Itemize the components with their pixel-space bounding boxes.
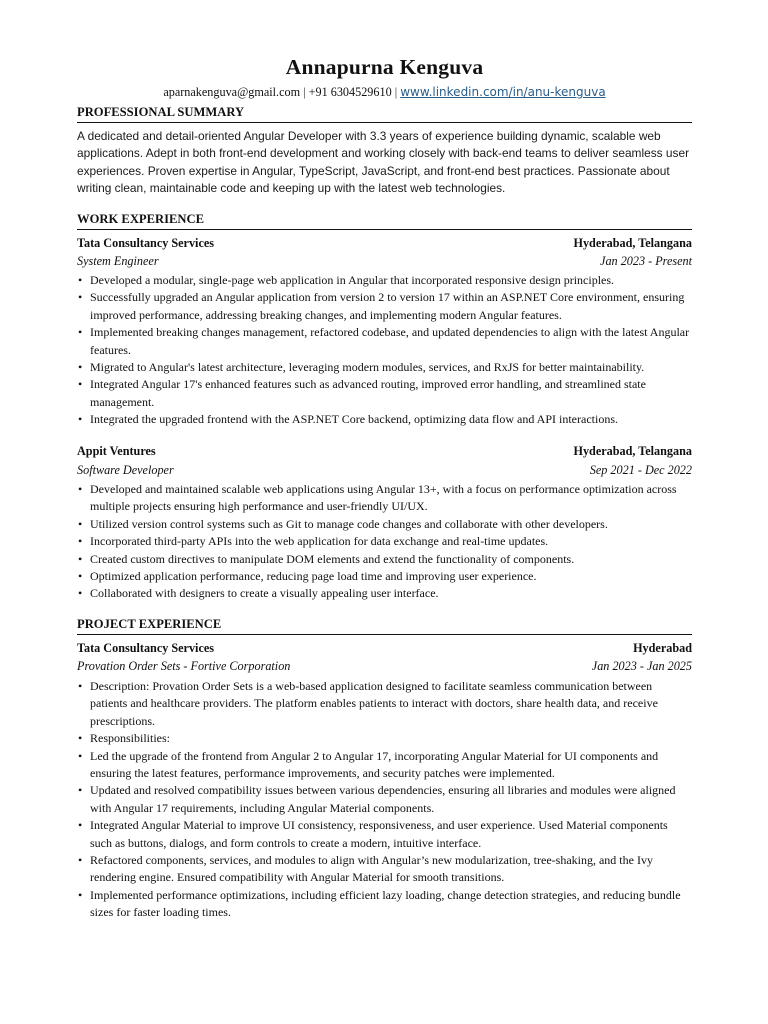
bullet-item: • Successfully upgraded an Angular application from version 2 to version 17 within an ASP.NET Core environment, ensuring improved performance, addressing breaking changes, and implementing modern Angular features. xyxy=(77,289,692,324)
bullet-item: • Created custom directives to manipulate DOM elements and extend the functionality of components. xyxy=(77,551,692,568)
job-dates: Sep 2021 - Dec 2022 xyxy=(589,463,692,477)
bullet-item: • Incorporated third-party APIs into the web application for data exchange and real-time updates. xyxy=(77,533,692,550)
company-name: Tata Consultancy Services xyxy=(77,641,215,655)
job-subheader xyxy=(77,463,692,478)
job-dates: Jan 2023 - Present xyxy=(600,254,692,268)
bullet-item: • Implemented performance optimizations, including efficient lazy loading, change detection strategies, and reducing bundle sizes for faster loading times. xyxy=(77,887,692,922)
bullet-item: • Integrated Angular 17's enhanced features such as advanced routing, improved error handling, and streamlined state management. xyxy=(77,376,692,411)
job-subheader xyxy=(77,254,692,269)
bullet-item: • Developed a modular, single-page web application in Angular that incorporated responsive design principles. xyxy=(77,272,692,289)
job-bullets xyxy=(77,481,692,603)
job-role: System Engineer xyxy=(77,254,159,268)
project-experience-heading: PROJECT EXPERIENCE xyxy=(77,617,692,635)
job-header xyxy=(77,236,692,251)
summary-text: A dedicated and detail-oriented Angular Developer with 3.3 years of experience building dynamic, scalable web applications. Adept in both front-end development and working closely with back-end teams to deliver seamless user experiences. Proven expertise in Angular, TypeScript, JavaScript, and front-end best practices. Passionate about writing clean, maintainable code and keeping up with the latest web technologies. xyxy=(77,129,690,195)
job-location: Hyderabad, Telangana xyxy=(573,444,692,458)
company-name: Appit Ventures xyxy=(77,444,156,458)
bullet-item: • Developed and maintained scalable web applications using Angular 13+, with a focus on performance optimization across multiple projects ensuring high performance and user-friendly UI/UX. xyxy=(77,481,692,516)
job-location: Hyderabad, Telangana xyxy=(573,236,692,250)
summary-heading: PROFESSIONAL SUMMARY xyxy=(77,105,692,123)
project-subheader xyxy=(77,659,692,674)
project-name: Provation Order Sets - Fortive Corporation xyxy=(77,659,291,673)
contact-separator: | xyxy=(394,85,398,99)
work-experience-heading: WORK EXPERIENCE xyxy=(77,212,692,230)
contact-separator: | xyxy=(303,85,306,99)
job-bullets xyxy=(77,272,692,429)
bullet-item: • Integrated the upgraded frontend with the ASP.NET Core backend, optimizing data flow and API interactions. xyxy=(77,411,692,428)
email-text: aparnakenguva@gmail.com xyxy=(163,85,301,99)
bullet-item: • Refactored components, services, and modules to align with Angular’s new modularization, tree-shaking, and the Ivy rendering engine. Ensured compatibility with Angular Material for smooth transitions. xyxy=(77,852,692,887)
company-name: Tata Consultancy Services xyxy=(77,236,215,250)
bullet-item: • Integrated Angular Material to improve UI consistency, responsiveness, and user experience. Used Material components such as buttons, dialogs, and form controls to create a modern, intuitive interface. xyxy=(77,817,692,852)
bullet-item: • Utilized version control systems such as Git to manage code changes and collaborate with other developers. xyxy=(77,516,692,533)
candidate-name: Annapurna Kenguva xyxy=(285,55,484,79)
bullet-item: • Description: Provation Order Sets is a web-based application designed to facilitate seamless communication between patients and healthcare providers. The platform enables patients to interact with doctors, share health data, and receive prescriptions. xyxy=(77,678,692,730)
bullet-item: • Collaborated with designers to create a visually appealing user interface. xyxy=(77,585,692,602)
job-header xyxy=(77,444,692,459)
project-header xyxy=(77,641,692,656)
bullet-item: • Implemented breaking changes management, refactored codebase, and updated dependencies to align with the latest Angular features. xyxy=(77,324,692,359)
project-location: Hyderabad xyxy=(633,641,692,655)
bullet-item: • Responsibilities: xyxy=(77,730,692,747)
linkedin-link[interactable]: www.linkedin.com/in/anu-kenguva xyxy=(400,85,606,99)
bullet-item: • Led the upgrade of the frontend from Angular 2 to Angular 17, incorporating Angular Material for UI components and ensuring the latest features, performance improvements, and security patches were implemented. xyxy=(77,748,692,783)
bullet-item: • Updated and resolved compatibility issues between various dependencies, ensuring all libraries and modules were aligned with Angular 17 requirements, including Angular Material components. xyxy=(77,782,692,817)
project-bullets xyxy=(77,678,692,922)
phone-text: +91 6304529610 xyxy=(308,85,392,99)
contact-line xyxy=(77,85,692,100)
bullet-item: • Optimized application performance, reducing page load time and improving user experience. xyxy=(77,568,692,585)
job-role: Software Developer xyxy=(77,463,174,477)
bullet-item: • Migrated to Angular's latest architecture, leveraging modern modules, services, and RxJS for better maintainability. xyxy=(77,359,692,376)
project-dates: Jan 2023 - Jan 2025 xyxy=(591,659,692,673)
